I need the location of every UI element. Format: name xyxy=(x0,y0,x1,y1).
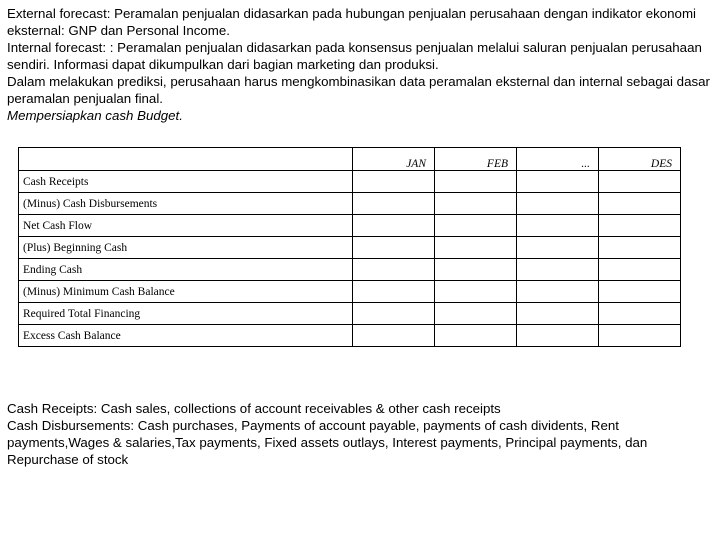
internal-forecast-text: Internal forecast: : Peramalan penjualan didasarkan pada konsensus penjualan melalui saluran penjualan perusahaan sendiri. Informasi dapat dikumpulkan dari bagian marketing dan produksi. xyxy=(7,40,702,72)
table-cell xyxy=(517,171,599,193)
notes-text xyxy=(7,400,717,468)
table-cell xyxy=(353,237,435,259)
table-cell xyxy=(599,237,681,259)
table-cell xyxy=(435,281,517,303)
combination-text: Dalam melakukan prediksi, perusahaan harus mengkombinasikan data peramalan eksternal dan internal sebagai dasar peramalan penjualan final. xyxy=(7,74,710,106)
table-row xyxy=(19,193,681,215)
table-header-row xyxy=(19,148,681,171)
table-cell xyxy=(353,281,435,303)
table-row xyxy=(19,171,681,193)
cash-budget-table xyxy=(18,147,681,347)
table-row xyxy=(19,325,681,347)
table-cell xyxy=(435,193,517,215)
table-cell xyxy=(517,215,599,237)
table-cell xyxy=(599,215,681,237)
cash-disbursements-note: Cash Disbursements: Cash purchases, Payments of account payable, payments of cash dividents, Rent payments,Wages & salaries,Tax payments, Fixed assets outlays, Interest payments, Principal payments, dan Repurchase of stock xyxy=(7,418,648,467)
table-row xyxy=(19,215,681,237)
table-row xyxy=(19,237,681,259)
header-blank-cell xyxy=(19,148,353,171)
table-cell xyxy=(353,303,435,325)
table-cell xyxy=(517,281,599,303)
table-row xyxy=(19,281,681,303)
table-cell xyxy=(435,171,517,193)
table-cell xyxy=(517,259,599,281)
table-cell xyxy=(599,325,681,347)
table-cell xyxy=(599,171,681,193)
external-forecast-text: External forecast: Peramalan penjualan didasarkan pada hubungan penjualan perusahaan dengan indikator ekonomi eksternal: GNP dan Personal Income. xyxy=(7,6,696,38)
month-header-jan: JAN xyxy=(353,148,435,171)
table-cell xyxy=(353,215,435,237)
cash-receipts-note: Cash Receipts: Cash sales, collections of account receivables & other cash receipts xyxy=(7,401,501,416)
month-header-des: DES xyxy=(599,148,681,171)
row-label: Excess Cash Balance xyxy=(19,325,353,347)
table-cell xyxy=(353,259,435,281)
table-row xyxy=(19,303,681,325)
row-label: Required Total Financing xyxy=(19,303,353,325)
row-label: (Minus) Cash Disbursements xyxy=(19,193,353,215)
intro-text xyxy=(7,5,717,124)
table-cell xyxy=(517,303,599,325)
table-cell xyxy=(599,281,681,303)
table-cell xyxy=(435,259,517,281)
table-cell xyxy=(599,303,681,325)
row-label: Ending Cash xyxy=(19,259,353,281)
table-cell xyxy=(517,237,599,259)
table-cell xyxy=(353,171,435,193)
row-label: Cash Receipts xyxy=(19,171,353,193)
table-cell xyxy=(435,325,517,347)
month-header-feb: FEB xyxy=(435,148,517,171)
table-cell xyxy=(599,259,681,281)
table-cell xyxy=(517,325,599,347)
row-label: (Minus) Minimum Cash Balance xyxy=(19,281,353,303)
table-cell xyxy=(435,303,517,325)
table-cell xyxy=(599,193,681,215)
cash-budget-heading: Mempersiapkan cash Budget. xyxy=(7,108,183,123)
row-label: Net Cash Flow xyxy=(19,215,353,237)
table-cell xyxy=(353,193,435,215)
table-cell xyxy=(435,237,517,259)
row-label: (Plus) Beginning Cash xyxy=(19,237,353,259)
table-cell xyxy=(353,325,435,347)
table-row xyxy=(19,259,681,281)
table-cell xyxy=(517,193,599,215)
month-header-ellipsis: ... xyxy=(517,148,599,171)
table-cell xyxy=(435,215,517,237)
